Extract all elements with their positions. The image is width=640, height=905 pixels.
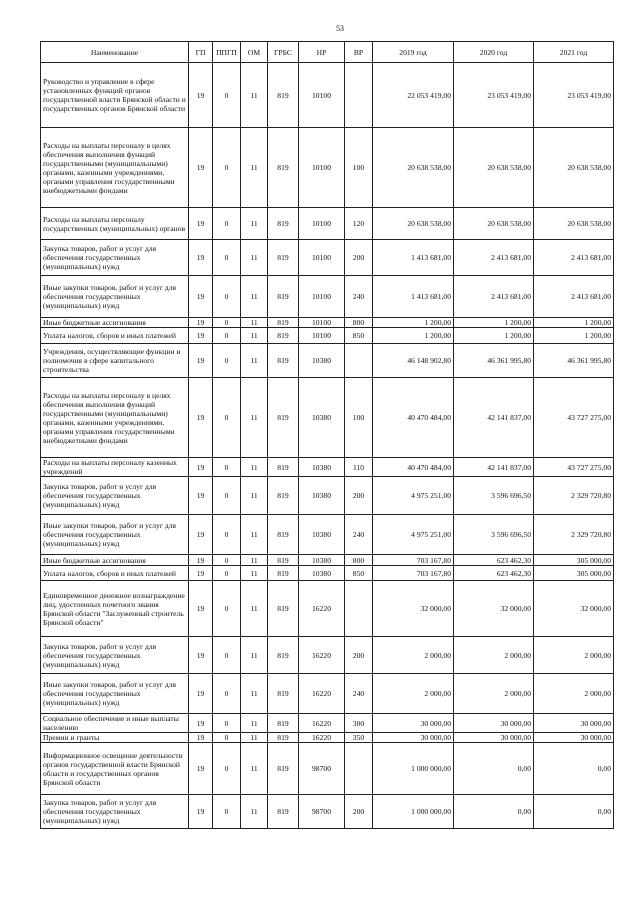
cell-nr: 98700 — [299, 743, 345, 795]
cell-ppgp: 0 — [213, 566, 241, 581]
cell-nr: 98700 — [299, 795, 345, 829]
header-om: ОМ — [241, 42, 268, 63]
cell-gp: 19 — [189, 477, 213, 515]
cell-gp: 19 — [189, 743, 213, 795]
cell-y2020: 20 638 538,00 — [454, 208, 534, 240]
cell-gp: 19 — [189, 515, 213, 555]
cell-name: Иные закупки товаров, работ и услуг для обеспечения государственных (муниципальных) нужд — [41, 276, 189, 318]
cell-y2019: 703 167,80 — [373, 555, 454, 566]
cell-name: Единовременное денежное вознаграждение лиц, удостоенных почетного звания Брянской области "Заслуженный строитель Брянской области" — [41, 581, 189, 637]
cell-gp: 19 — [189, 128, 213, 208]
cell-om: 11 — [241, 328, 268, 344]
header-2020: 2020 год — [454, 42, 534, 63]
cell-y2020: 2 000,00 — [454, 674, 534, 714]
cell-y2021: 2 329 720,80 — [534, 477, 614, 515]
cell-y2021: 30 000,00 — [534, 733, 614, 743]
cell-ppgp: 0 — [213, 276, 241, 318]
cell-nr: 10100 — [299, 208, 345, 240]
cell-vr: 850 — [345, 328, 373, 344]
cell-name: Уплата налогов, сборов и иных платежей — [41, 328, 189, 344]
cell-nr: 16220 — [299, 674, 345, 714]
cell-y2019: 1 000 000,00 — [373, 743, 454, 795]
cell-gp: 19 — [189, 240, 213, 276]
cell-vr: 200 — [345, 477, 373, 515]
cell-y2019: 4 975 251,00 — [373, 477, 454, 515]
cell-grbs: 819 — [268, 378, 299, 458]
cell-gp: 19 — [189, 714, 213, 733]
cell-y2021: 23 053 419,00 — [534, 63, 614, 128]
cell-gp: 19 — [189, 378, 213, 458]
cell-om: 11 — [241, 581, 268, 637]
cell-nr: 16220 — [299, 714, 345, 733]
cell-vr: 200 — [345, 795, 373, 829]
cell-om: 11 — [241, 458, 268, 477]
table-row — [41, 566, 614, 581]
cell-vr: 100 — [345, 378, 373, 458]
cell-om: 11 — [241, 128, 268, 208]
table-row — [41, 555, 614, 566]
cell-grbs: 819 — [268, 733, 299, 743]
cell-grbs: 819 — [268, 477, 299, 515]
cell-om: 11 — [241, 733, 268, 743]
cell-name: Учреждения, осуществляющие функции и полномочия в сфере капитального строительства — [41, 344, 189, 378]
cell-y2021: 2 413 681,00 — [534, 240, 614, 276]
cell-ppgp: 0 — [213, 637, 241, 674]
cell-y2020: 3 596 696,50 — [454, 515, 534, 555]
cell-om: 11 — [241, 555, 268, 566]
page-number: 53 — [336, 24, 344, 33]
cell-ppgp: 0 — [213, 128, 241, 208]
cell-name: Расходы на выплаты персоналу в целях обеспечения выполнения функций государственными (муниципальными) органами, казенными учреждениями, органами управления государственными внебюджетными фондами — [41, 128, 189, 208]
cell-name: Иные бюджетные ассигнования — [41, 318, 189, 328]
cell-grbs: 819 — [268, 240, 299, 276]
cell-ppgp: 0 — [213, 240, 241, 276]
cell-ppgp: 0 — [213, 515, 241, 555]
cell-y2020: 1 200,00 — [454, 318, 534, 328]
cell-ppgp: 0 — [213, 795, 241, 829]
header-ppgp: ППГП — [213, 42, 241, 63]
table-row — [41, 276, 614, 318]
cell-nr: 16220 — [299, 581, 345, 637]
cell-name: Уплата налогов, сборов и иных платежей — [41, 566, 189, 581]
cell-y2019: 30 000,00 — [373, 733, 454, 743]
cell-name: Информационное освещение деятельности органов государственной власти Брянской области и государственных органов Брянской области — [41, 743, 189, 795]
table-row — [41, 714, 614, 733]
cell-nr: 10380 — [299, 344, 345, 378]
cell-y2019: 32 000,00 — [373, 581, 454, 637]
cell-grbs: 819 — [268, 128, 299, 208]
cell-ppgp: 0 — [213, 674, 241, 714]
cell-y2019: 703 167,80 — [373, 566, 454, 581]
cell-om: 11 — [241, 714, 268, 733]
cell-nr: 10100 — [299, 240, 345, 276]
cell-y2021: 2 000,00 — [534, 674, 614, 714]
cell-vr: 120 — [345, 208, 373, 240]
table-row — [41, 328, 614, 344]
cell-gp: 19 — [189, 328, 213, 344]
cell-y2020: 3 596 696,50 — [454, 477, 534, 515]
cell-y2020: 42 141 837,00 — [454, 378, 534, 458]
header-2019: 2019 год — [373, 42, 454, 63]
cell-grbs: 819 — [268, 63, 299, 128]
table-row — [41, 128, 614, 208]
cell-y2020: 2 413 681,00 — [454, 240, 534, 276]
cell-y2019: 22 053 419,00 — [373, 63, 454, 128]
cell-grbs: 819 — [268, 674, 299, 714]
cell-vr — [345, 743, 373, 795]
cell-om: 11 — [241, 743, 268, 795]
cell-om: 11 — [241, 276, 268, 318]
cell-grbs: 819 — [268, 795, 299, 829]
cell-grbs: 819 — [268, 318, 299, 328]
header-vr: ВР — [345, 42, 373, 63]
cell-om: 11 — [241, 566, 268, 581]
cell-nr: 16220 — [299, 733, 345, 743]
cell-vr: 800 — [345, 318, 373, 328]
cell-y2021: 305 000,00 — [534, 555, 614, 566]
cell-grbs: 819 — [268, 344, 299, 378]
cell-grbs: 819 — [268, 566, 299, 581]
header-nr: НР — [299, 42, 345, 63]
cell-vr: 240 — [345, 674, 373, 714]
cell-y2019: 4 975 251,00 — [373, 515, 454, 555]
cell-gp: 19 — [189, 795, 213, 829]
cell-vr: 850 — [345, 566, 373, 581]
cell-nr: 10100 — [299, 276, 345, 318]
cell-name: Иные закупки товаров, работ и услуг для обеспечения государственных (муниципальных) нужд — [41, 515, 189, 555]
table-row — [41, 318, 614, 328]
cell-vr: 110 — [345, 458, 373, 477]
cell-y2020: 0,00 — [454, 795, 534, 829]
cell-y2021: 2 413 681,00 — [534, 276, 614, 318]
cell-name: Расходы на выплаты персоналу государственных (муниципальных) органов — [41, 208, 189, 240]
cell-vr: 350 — [345, 733, 373, 743]
cell-y2021: 32 000,00 — [534, 581, 614, 637]
cell-ppgp: 0 — [213, 458, 241, 477]
cell-y2021: 0,00 — [534, 743, 614, 795]
cell-y2019: 2 000,00 — [373, 637, 454, 674]
cell-y2019: 1 413 681,00 — [373, 276, 454, 318]
cell-y2021: 1 200,00 — [534, 318, 614, 328]
table-row — [41, 378, 614, 458]
cell-y2020: 2 413 681,00 — [454, 276, 534, 318]
cell-name: Закупка товаров, работ и услуг для обеспечения государственных (муниципальных) нужд — [41, 477, 189, 515]
cell-nr: 10380 — [299, 555, 345, 566]
table-row — [41, 63, 614, 128]
table-row — [41, 581, 614, 637]
cell-gp: 19 — [189, 555, 213, 566]
table-row — [41, 240, 614, 276]
cell-ppgp: 0 — [213, 328, 241, 344]
cell-ppgp: 0 — [213, 714, 241, 733]
cell-nr: 10100 — [299, 128, 345, 208]
cell-name: Расходы на выплаты персоналу в целях обеспечения выполнения функций государственными (муниципальными) органами, казенными учреждениями, органами управления государственными внебюджетными фондами — [41, 378, 189, 458]
cell-om: 11 — [241, 795, 268, 829]
cell-y2021: 20 638 538,00 — [534, 208, 614, 240]
cell-om: 11 — [241, 318, 268, 328]
table-row — [41, 637, 614, 674]
cell-y2021: 2 000,00 — [534, 637, 614, 674]
cell-y2020: 2 000,00 — [454, 637, 534, 674]
cell-y2020: 46 361 995,80 — [454, 344, 534, 378]
cell-grbs: 819 — [268, 208, 299, 240]
cell-y2019: 1 200,00 — [373, 328, 454, 344]
cell-om: 11 — [241, 208, 268, 240]
table-row — [41, 208, 614, 240]
table-row — [41, 733, 614, 743]
table-row — [41, 515, 614, 555]
cell-y2019: 20 638 538,00 — [373, 128, 454, 208]
budget-table — [40, 41, 614, 829]
cell-y2020: 23 053 419,00 — [454, 63, 534, 128]
header-name: Наименование — [41, 42, 189, 63]
cell-y2019: 20 638 538,00 — [373, 208, 454, 240]
cell-y2019: 40 470 484,00 — [373, 458, 454, 477]
cell-y2019: 1 200,00 — [373, 318, 454, 328]
cell-vr: 240 — [345, 515, 373, 555]
header-gp: ГП — [189, 42, 213, 63]
cell-name: Иные закупки товаров, работ и услуг для обеспечения государственных (муниципальных) нужд — [41, 674, 189, 714]
cell-y2020: 623 462,30 — [454, 555, 534, 566]
cell-ppgp: 0 — [213, 63, 241, 128]
table-row — [41, 477, 614, 515]
cell-grbs: 819 — [268, 555, 299, 566]
cell-vr: 200 — [345, 240, 373, 276]
cell-gp: 19 — [189, 318, 213, 328]
cell-nr: 10100 — [299, 63, 345, 128]
cell-vr: 240 — [345, 276, 373, 318]
cell-om: 11 — [241, 344, 268, 378]
cell-grbs: 819 — [268, 637, 299, 674]
cell-nr: 10380 — [299, 566, 345, 581]
cell-om: 11 — [241, 637, 268, 674]
cell-y2019: 2 000,00 — [373, 674, 454, 714]
cell-vr: 100 — [345, 128, 373, 208]
cell-name: Закупка товаров, работ и услуг для обеспечения государственных (муниципальных) нужд — [41, 240, 189, 276]
cell-om: 11 — [241, 477, 268, 515]
cell-gp: 19 — [189, 208, 213, 240]
cell-y2021: 43 727 275,00 — [534, 458, 614, 477]
cell-vr: 300 — [345, 714, 373, 733]
cell-grbs: 819 — [268, 458, 299, 477]
table-row — [41, 344, 614, 378]
cell-om: 11 — [241, 63, 268, 128]
cell-ppgp: 0 — [213, 344, 241, 378]
cell-gp: 19 — [189, 581, 213, 637]
cell-vr: 800 — [345, 555, 373, 566]
cell-name: Иные бюджетные ассигнования — [41, 555, 189, 566]
cell-y2020: 0,00 — [454, 743, 534, 795]
cell-y2019: 46 148 902,80 — [373, 344, 454, 378]
cell-y2021: 0,00 — [534, 795, 614, 829]
cell-y2021: 30 000,00 — [534, 714, 614, 733]
cell-gp: 19 — [189, 344, 213, 378]
cell-gp: 19 — [189, 458, 213, 477]
cell-gp: 19 — [189, 637, 213, 674]
cell-nr: 10100 — [299, 328, 345, 344]
cell-grbs: 819 — [268, 515, 299, 555]
cell-y2020: 623 462,30 — [454, 566, 534, 581]
cell-name: Закупка товаров, работ и услуг для обеспечения государственных (муниципальных) нужд — [41, 795, 189, 829]
header-row — [41, 42, 614, 63]
cell-ppgp: 0 — [213, 477, 241, 515]
cell-ppgp: 0 — [213, 318, 241, 328]
cell-ppgp: 0 — [213, 733, 241, 743]
cell-gp: 19 — [189, 674, 213, 714]
header-2021: 2021 год — [534, 42, 614, 63]
cell-y2021: 2 329 720,80 — [534, 515, 614, 555]
cell-name: Премии и гранты — [41, 733, 189, 743]
cell-grbs: 819 — [268, 328, 299, 344]
cell-vr — [345, 581, 373, 637]
cell-y2019: 1 413 681,00 — [373, 240, 454, 276]
cell-ppgp: 0 — [213, 581, 241, 637]
cell-y2020: 32 000,00 — [454, 581, 534, 637]
cell-ppgp: 0 — [213, 555, 241, 566]
cell-name: Расходы на выплаты персоналу казенных учреждений — [41, 458, 189, 477]
header-grbs: ГРБС — [268, 42, 299, 63]
cell-y2020: 20 638 538,00 — [454, 128, 534, 208]
cell-gp: 19 — [189, 733, 213, 743]
cell-om: 11 — [241, 378, 268, 458]
cell-y2021: 20 638 538,00 — [534, 128, 614, 208]
table-row — [41, 743, 614, 795]
table-row — [41, 795, 614, 829]
cell-nr: 10100 — [299, 318, 345, 328]
cell-name: Социальное обеспечение и иные выплаты населению — [41, 714, 189, 733]
cell-name: Закупка товаров, работ и услуг для обеспечения государственных (муниципальных) нужд — [41, 637, 189, 674]
cell-grbs: 819 — [268, 743, 299, 795]
cell-y2021: 1 200,00 — [534, 328, 614, 344]
cell-gp: 19 — [189, 276, 213, 318]
cell-gp: 19 — [189, 63, 213, 128]
cell-om: 11 — [241, 515, 268, 555]
cell-nr: 10380 — [299, 458, 345, 477]
table-row — [41, 674, 614, 714]
cell-nr: 10380 — [299, 515, 345, 555]
cell-om: 11 — [241, 240, 268, 276]
cell-vr: 200 — [345, 637, 373, 674]
cell-om: 11 — [241, 674, 268, 714]
cell-ppgp: 0 — [213, 378, 241, 458]
cell-y2019: 1 000 000,00 — [373, 795, 454, 829]
cell-ppgp: 0 — [213, 743, 241, 795]
cell-y2021: 43 727 275,00 — [534, 378, 614, 458]
cell-gp: 19 — [189, 566, 213, 581]
cell-y2020: 30 000,00 — [454, 714, 534, 733]
cell-vr — [345, 344, 373, 378]
cell-ppgp: 0 — [213, 208, 241, 240]
cell-nr: 16220 — [299, 637, 345, 674]
cell-y2020: 42 141 837,00 — [454, 458, 534, 477]
cell-y2019: 40 470 484,00 — [373, 378, 454, 458]
table-row — [41, 458, 614, 477]
cell-y2021: 305 000,00 — [534, 566, 614, 581]
cell-grbs: 819 — [268, 276, 299, 318]
cell-grbs: 819 — [268, 581, 299, 637]
cell-y2020: 30 000,00 — [454, 733, 534, 743]
cell-grbs: 819 — [268, 714, 299, 733]
cell-vr — [345, 63, 373, 128]
cell-nr: 10380 — [299, 477, 345, 515]
cell-y2019: 30 000,00 — [373, 714, 454, 733]
cell-name: Руководство и управление в сфере установленных функций органов государственной власти Брянской области и государственных органов Брянской области — [41, 63, 189, 128]
cell-y2021: 46 361 995,80 — [534, 344, 614, 378]
cell-nr: 10380 — [299, 378, 345, 458]
cell-y2020: 1 200,00 — [454, 328, 534, 344]
